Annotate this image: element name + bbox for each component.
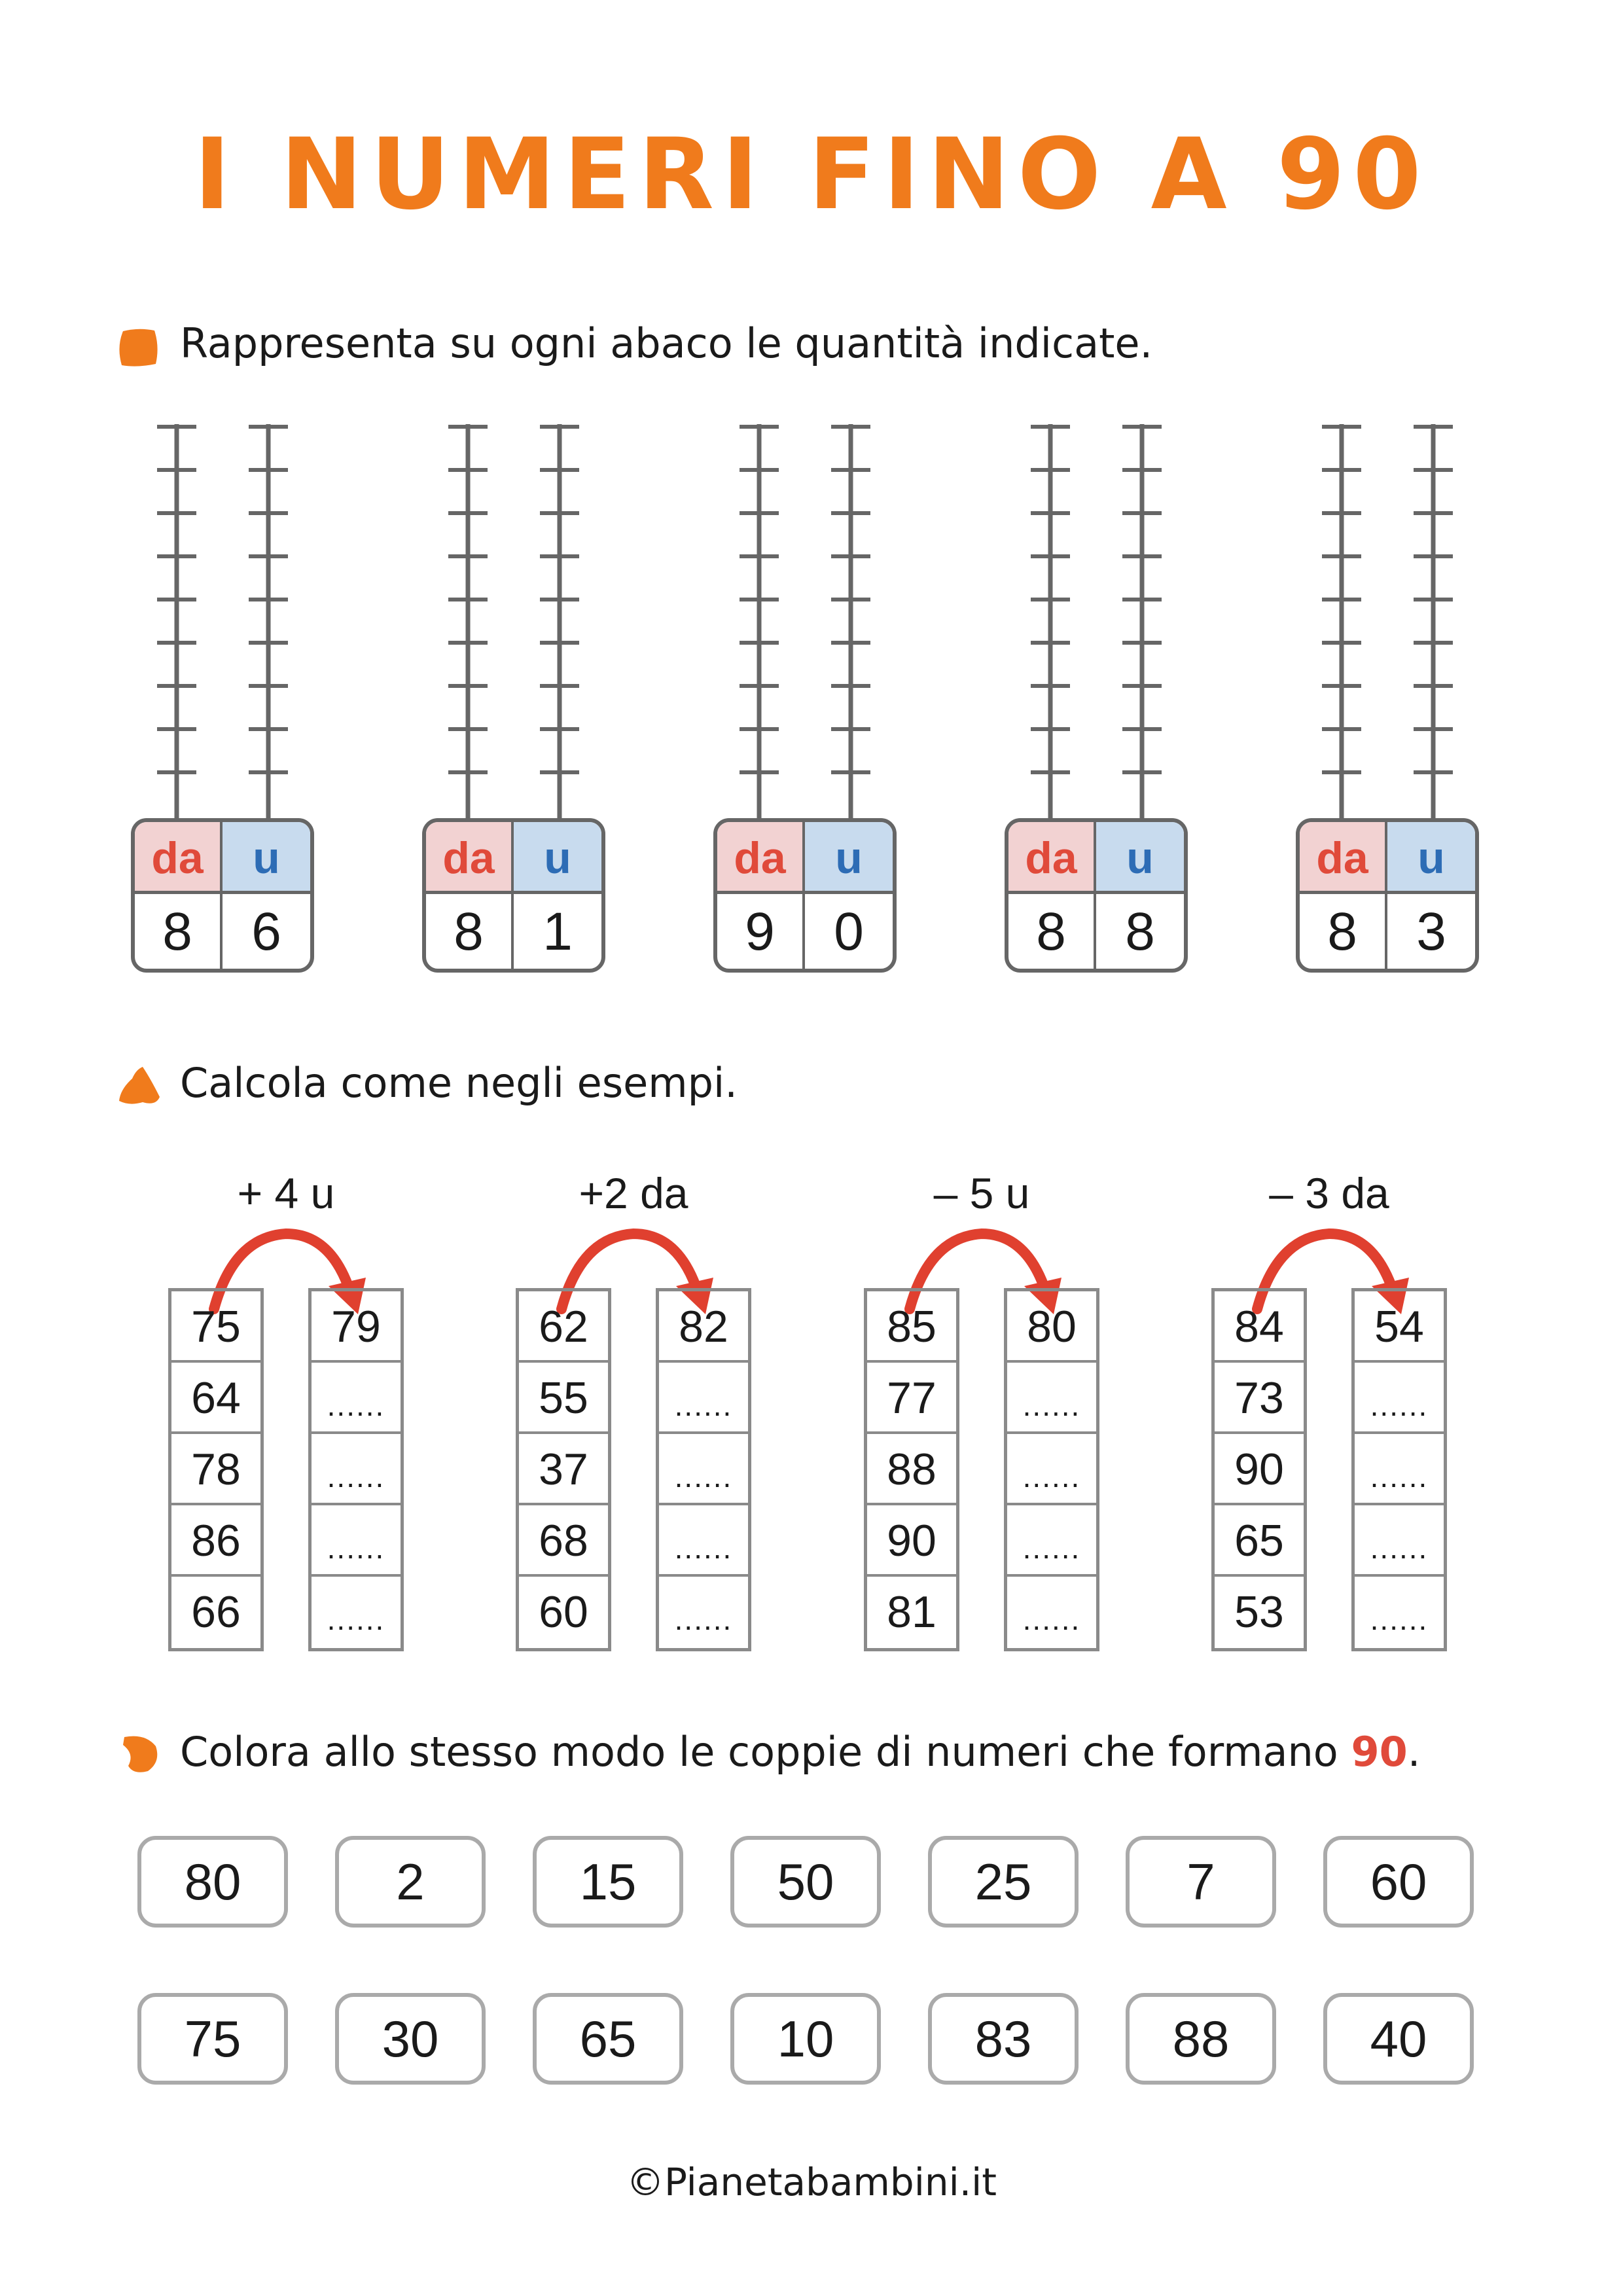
number-box[interactable]: 10 [730,1993,881,2085]
number-cell: 86 [171,1505,260,1577]
operation-label: + 4 u [237,1169,335,1217]
tens-value: 8 [1300,894,1387,969]
orange-square-blob-icon [116,327,160,368]
number-cell: 77 [867,1363,956,1434]
number-box[interactable]: 80 [137,1836,288,1928]
orange-triangle-blob-icon [116,1066,162,1106]
tens-header: da [135,822,223,894]
result-column [308,1288,404,1651]
units-header: u [223,822,310,894]
number-box[interactable]: 60 [1323,1836,1474,1928]
number-cell: 90 [867,1505,956,1577]
number-cell: 84 [1215,1291,1304,1363]
number-box[interactable]: 75 [137,1993,288,2085]
number-cell: 54 [1355,1291,1444,1363]
instruction-calc: Calcola come negli esempi. [180,1059,738,1107]
place-value-box [1296,818,1479,973]
abacus-rods[interactable] [1296,419,1479,825]
result-column [1004,1288,1099,1651]
units-header: u [1387,822,1475,894]
operation-label: – 5 u [933,1169,1030,1217]
number-box[interactable]: 15 [533,1836,683,1928]
number-cell: 90 [1215,1434,1304,1505]
tens-header: da [1300,822,1387,894]
abacus-rods[interactable] [1005,419,1188,825]
start-numbers-column [1211,1288,1307,1651]
number-cell: 80 [1007,1291,1096,1363]
footer-credit: ©Pianetabambini.it [626,2160,997,2204]
place-value-box [713,818,897,973]
answer-blank[interactable]: ...... [1007,1505,1096,1577]
units-value: 8 [1125,902,1155,961]
number-cell: 78 [171,1434,260,1505]
units-header: u [805,822,893,894]
answer-blank[interactable]: ...... [312,1363,401,1434]
number-box[interactable]: 25 [928,1836,1079,1928]
place-value-box [422,818,605,973]
abacus-rods[interactable] [422,419,605,825]
place-value-box [1005,818,1188,973]
tens-value: 8 [1008,894,1096,969]
number-cell: 53 [1234,1587,1284,1637]
answer-blank[interactable]: ...... [312,1434,401,1505]
number-cell: 55 [519,1363,608,1434]
number-cell: 66 [191,1587,241,1637]
number-box[interactable]: 50 [730,1836,881,1928]
instruction-color [180,1728,1420,1776]
number-cell: 68 [519,1505,608,1577]
page-title: I NUMERI FINO A 90 [194,118,1429,232]
answer-blank[interactable]: ...... [674,1602,733,1636]
number-cell: 88 [867,1434,956,1505]
result-column [1351,1288,1447,1651]
answer-blank[interactable]: ...... [1370,1602,1429,1636]
place-value-box [131,818,314,973]
number-box[interactable]: 40 [1323,1993,1474,2085]
answer-blank[interactable]: ...... [312,1505,401,1577]
instruction-abacus: Rappresenta su ogni abaco le quantità indicate. [180,319,1153,367]
answer-blank[interactable]: ...... [1355,1434,1444,1505]
orange-round-blob-icon [119,1733,160,1774]
abacus-rods[interactable] [713,419,897,825]
tens-header: da [1008,822,1096,894]
number-cell: 64 [171,1363,260,1434]
units-value: 1 [543,902,573,961]
answer-blank[interactable]: ...... [327,1602,385,1636]
units-value: 3 [1416,902,1446,961]
instruction-color-text: Colora allo stesso modo le coppie di numeri che formano [180,1728,1351,1776]
number-box[interactable]: 83 [928,1993,1079,2085]
number-cell: 60 [539,1587,588,1637]
answer-blank[interactable]: ...... [659,1363,748,1434]
number-cell: 73 [1215,1363,1304,1434]
units-value: 0 [834,902,864,961]
abacus-rods[interactable] [131,419,314,825]
instruction-color-target: 90 [1351,1728,1408,1776]
result-column [656,1288,751,1651]
number-cell: 85 [867,1291,956,1363]
instruction-color-end: . [1407,1728,1421,1776]
number-box[interactable]: 30 [335,1993,486,2085]
operation-label: – 3 da [1269,1169,1389,1217]
number-box[interactable]: 65 [533,1993,683,2085]
units-header: u [514,822,601,894]
units-value: 6 [251,902,281,961]
number-box[interactable]: 2 [335,1836,486,1928]
number-cell: 82 [659,1291,748,1363]
start-numbers-column [516,1288,611,1651]
answer-blank[interactable]: ...... [659,1505,748,1577]
number-cell: 65 [1215,1505,1304,1577]
answer-blank[interactable]: ...... [1355,1505,1444,1577]
number-cell: 79 [312,1291,401,1363]
tens-header: da [717,822,805,894]
number-cell: 75 [171,1291,260,1363]
start-numbers-column [864,1288,959,1651]
number-cell: 62 [519,1291,608,1363]
tens-value: 8 [426,894,514,969]
answer-blank[interactable]: ...... [1355,1363,1444,1434]
number-box[interactable]: 88 [1126,1993,1276,2085]
answer-blank[interactable]: ...... [659,1434,748,1505]
units-header: u [1096,822,1184,894]
number-box[interactable]: 7 [1126,1836,1276,1928]
operation-label: +2 da [579,1169,688,1217]
tens-value: 9 [717,894,805,969]
answer-blank[interactable]: ...... [1007,1363,1096,1434]
number-cell: 37 [519,1434,608,1505]
answer-blank[interactable]: ...... [1022,1602,1081,1636]
tens-value: 8 [135,894,223,969]
answer-blank[interactable]: ...... [1007,1434,1096,1505]
number-cell: 81 [887,1587,936,1637]
tens-header: da [426,822,514,894]
start-numbers-column [168,1288,264,1651]
